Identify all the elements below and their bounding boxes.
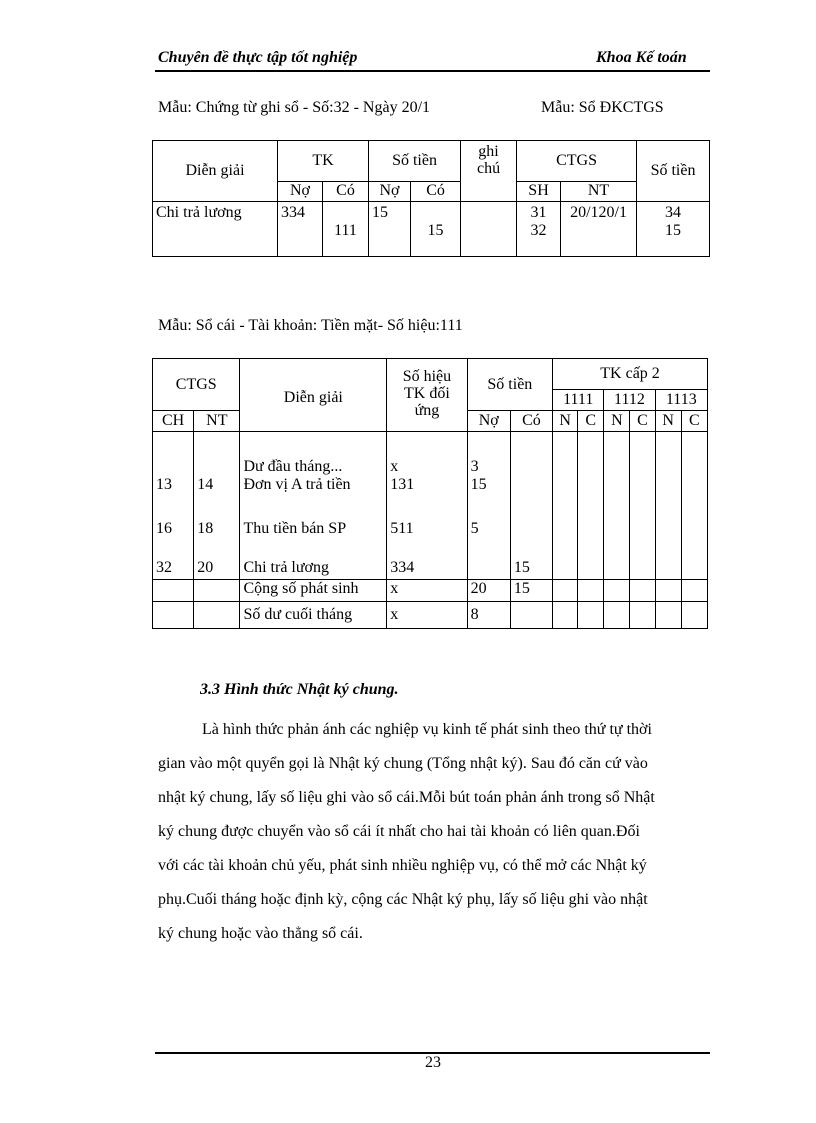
dien-giai-1: Dư đầu tháng...	[243, 458, 343, 475]
header-sh: SH	[517, 182, 561, 202]
header-1113-c: C	[681, 411, 707, 432]
no-3: 5	[470, 520, 479, 537]
table-row	[153, 202, 710, 257]
header-1113: 1113	[655, 390, 707, 411]
nt-3: 20	[197, 559, 214, 576]
header-no: Nợ	[467, 411, 510, 432]
co-1: 15	[513, 559, 530, 576]
cell-empty	[194, 580, 240, 602]
paragraph-line: nhật ký chung, lấy số liệu ghi vào sổ cái.Mỗi bút toán phản ánh trong sổ Nhật	[158, 789, 655, 806]
header-1111: 1111	[553, 390, 604, 411]
cell-co	[510, 432, 552, 580]
header-1111-n: N	[553, 411, 578, 432]
cell-no	[467, 432, 510, 580]
paragraph-line: ký chung được chuyển vào sổ cái ít nhất cho hai tài khoản có liên quan.Đối	[158, 823, 640, 840]
header-tk-cap2: TK cấp 2	[553, 359, 708, 390]
cell-ghi-chu	[461, 202, 517, 257]
du-cuoi-no: 8	[467, 602, 510, 629]
header-so-tien: Số tiền	[369, 141, 461, 182]
table1-form-label: Mẫu: Sổ ĐKCTGS	[541, 99, 664, 116]
header-dien-giai: Diễn giải	[153, 141, 278, 202]
cong-label: Cộng số phát sinh	[240, 580, 387, 602]
cell-empty	[578, 602, 604, 629]
no-2: 15	[470, 476, 487, 493]
cell-sh	[517, 202, 561, 257]
cell-sh-2: 32	[530, 222, 547, 239]
cell-so-tien	[637, 202, 710, 257]
cell-empty	[655, 580, 681, 602]
header-ch: CH	[153, 411, 194, 432]
header-dien-giai: Diễn giải	[240, 359, 387, 432]
cell-nt	[194, 432, 240, 580]
cell-dien-giai	[240, 432, 387, 580]
cell-ch	[153, 432, 194, 580]
header-ctgs: CTGS	[517, 141, 637, 182]
so-hieu-3: 511	[390, 520, 414, 537]
header-so-hieu-line1: Số hiệu	[402, 368, 452, 385]
cell-1113-n	[655, 432, 681, 580]
header-tk-co: Có	[323, 182, 369, 202]
table-row	[153, 602, 708, 629]
header-nt: NT	[561, 182, 637, 202]
cell-empty	[153, 602, 194, 629]
cell-empty	[510, 602, 552, 629]
header-so-tien: Số tiền	[467, 359, 552, 411]
no-1: 3	[470, 458, 479, 475]
paragraph-line: Là hình thức phản ánh các nghiệp vụ kinh tế phát sinh theo thứ tự thời	[202, 721, 652, 738]
cell-empty	[194, 602, 240, 629]
ctgs-voucher-table	[152, 140, 710, 257]
header-title: Chuyên đề thực tập tốt nghiệp	[158, 49, 358, 66]
page-number: 23	[425, 1054, 441, 1071]
nt-1: 14	[197, 476, 214, 493]
header-divider	[155, 70, 710, 72]
header-st-no: Nợ	[369, 182, 411, 202]
paragraph-line: phụ.Cuối tháng hoặc định kỳ, cộng các Nhật ký phụ, lấy số liệu ghi vào nhật	[158, 891, 648, 908]
cell-st-no: 15	[369, 202, 411, 257]
section-heading: 3.3 Hình thức Nhật ký chung.	[200, 681, 399, 698]
cell-so-tien-2: 15	[665, 222, 682, 239]
header-ctgs: CTGS	[153, 359, 240, 411]
cell-empty	[553, 580, 578, 602]
header-st-co: Có	[411, 182, 461, 202]
header-department: Khoa Kế toán	[596, 49, 687, 66]
cell-sh-1: 31	[530, 204, 547, 221]
ch-3: 32	[156, 559, 172, 576]
cell-st-co: 15	[411, 202, 461, 257]
table2-caption: Mẫu: Sổ cái - Tài khoản: Tiền mặt- Số hiệu:111	[158, 317, 463, 334]
cell-empty	[681, 580, 707, 602]
row-label: Chi trả lương	[153, 202, 278, 257]
nt-2: 18	[197, 520, 214, 537]
header-tk: TK	[278, 141, 369, 182]
ledger-table	[152, 358, 708, 629]
cell-tk-co: 111	[323, 202, 369, 257]
cell-empty	[681, 602, 707, 629]
cell-empty	[604, 602, 630, 629]
cong-no: 20	[467, 580, 510, 602]
header-so-hieu	[387, 359, 467, 432]
cell-1112-n	[604, 432, 630, 580]
header-so-tien-total: Số tiền	[637, 141, 710, 202]
header-tk-no: Nợ	[278, 182, 323, 202]
cell-empty	[553, 602, 578, 629]
cell-empty	[630, 580, 655, 602]
cell-empty	[655, 602, 681, 629]
header-ghi-chu-line2: chú	[476, 160, 501, 177]
header-so-hieu-line2: TK đối	[404, 385, 450, 402]
cell-nt: 20/120/1	[561, 202, 637, 257]
table-row	[153, 432, 708, 580]
header-nt: NT	[194, 411, 240, 432]
cell-1113-c	[681, 432, 707, 580]
du-cuoi-label: Số dư cuối tháng	[240, 602, 387, 629]
paragraph-line: ký chung hoặc vào thẳng sổ cái.	[158, 925, 363, 942]
header-1112: 1112	[604, 390, 655, 411]
header-1111-c: C	[578, 411, 604, 432]
table1-caption: Mẫu: Chứng từ ghi sổ - Số:32 - Ngày 20/1	[158, 99, 431, 116]
dien-giai-4: Chi trả lương	[243, 559, 330, 576]
so-hieu-1: x	[390, 458, 399, 475]
cell-tk-no: 334	[278, 202, 323, 257]
dien-giai-3: Thu tiền bán SP	[243, 520, 347, 537]
header-so-hieu-line3: ứng	[414, 402, 440, 419]
header-1113-n: N	[655, 411, 681, 432]
cell-empty	[604, 580, 630, 602]
paragraph-line: gian vào một quyển gọi là Nhật ký chung (Tổng nhật ký). Sau đó căn cứ vào	[158, 755, 648, 772]
cell-so-hieu	[387, 432, 467, 580]
cell-empty	[578, 580, 604, 602]
so-hieu-4: 334	[390, 559, 415, 576]
table-row	[153, 580, 708, 602]
so-hieu-2: 131	[390, 476, 415, 493]
cell-1111-n	[553, 432, 578, 580]
cell-1111-c	[578, 432, 604, 580]
dien-giai-2: Đơn vị A trả tiền	[243, 476, 351, 493]
cong-co: 15	[510, 580, 552, 602]
ch-2: 16	[156, 520, 172, 537]
header-ghi-chu	[461, 141, 517, 202]
ch-1: 13	[156, 476, 172, 493]
header-co: Có	[510, 411, 552, 432]
header-1112-n: N	[604, 411, 630, 432]
cell-empty	[153, 580, 194, 602]
paragraph-line: với các tài khoản chủ yếu, phát sinh nhiều nghiệp vụ, có thể mở các Nhật ký	[158, 857, 647, 874]
cell-so-tien-1: 34	[665, 204, 682, 221]
header-ghi-chu-line1: ghi	[478, 143, 499, 160]
cell-1112-c	[630, 432, 655, 580]
cell-empty	[630, 602, 655, 629]
du-cuoi-so-hieu: x	[387, 602, 467, 629]
header-1112-c: C	[630, 411, 655, 432]
cong-so-hieu: x	[387, 580, 467, 602]
